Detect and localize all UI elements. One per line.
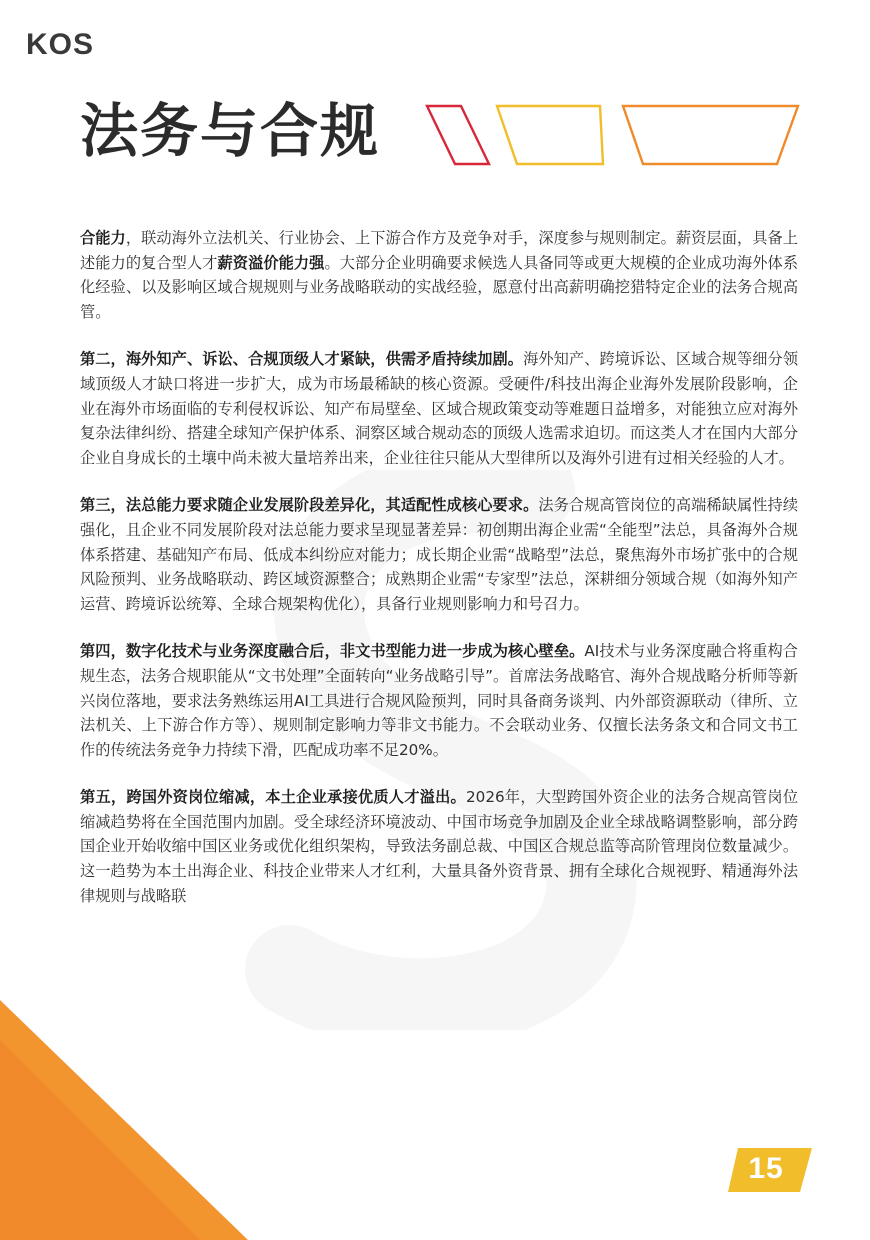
corner-decoration (0, 1000, 250, 1240)
para4-heading: 第四，数字化技术与业务深度融合后，非文书型能力进一步成为核心壁垒。 (80, 642, 585, 661)
page-title: 法务与合规 (80, 97, 381, 165)
para1-bold-2: 薪资溢价能力强 (217, 253, 325, 272)
kos-logo: KOS (26, 28, 95, 61)
para3-heading: 第三，法总能力要求随企业发展阶段差异化，其适配性成核心要求。 (80, 496, 539, 515)
deco-orange-parallelogram (623, 106, 798, 164)
para1-text-1: ，联动海外立法机关、行业协会、上下游合作方及竞争对手，深度参与规则制定。薪资层面，具备上述能力的复合型人才 (80, 229, 799, 272)
paragraph-2 (80, 347, 798, 470)
para2-text: 海外知产、跨境诉讼、区域合规等细分领域顶级人才缺口将进一步扩大，成为市场最稀缺的核心资源。受硬件/科技出海企业海外发展阶段影响，企业在海外市场面临的专利侵权诉讼、知产布局壁垒、区域合规政策变动等难题日益增多，对能独立应对海外复杂法律纠纷、搭建全球知产保护体系、洞察区域合规动态的顶级人选需求迫切。而这类人才在国内大部分企业自身成长的土壤中尚未被大量培养出来，企业往往只能从大型律所以及海外引进有过相关经验的人才。 (80, 350, 799, 467)
title-decoration (425, 104, 800, 166)
paragraph-3 (80, 493, 798, 616)
paragraph-1 (80, 226, 798, 324)
deco-yellow-parallelogram (497, 106, 603, 164)
para1-text-2: 。大部分企业明确要求候选人具备同等或更大规模的企业成功海外体系化经验、以及影响区域合规规则与业务战略联动的实战经验，愿意付出高薪明确挖猎特定企业的法务合规高管。 (80, 253, 799, 321)
deco-red-parallelogram (427, 106, 489, 164)
para3-text: 法务合规高管岗位的高端稀缺属性持续强化，且企业不同发展阶段对法总能力要求呈现显著差异：初创期出海企业需“全能型”法总，具备海外合规体系搭建、基础知产布局、低成本纠纷应对能力；成长期企业需“战略型”法总，聚焦海外市场扩张中的合规风险预判、业务战略联动、跨区域资源整合；成熟期企业需“专家型”法总，深耕细分领域合规（如海外知产运营、跨境诉讼统筹、全球合规架构优化），具备行业规则影响力和号召力。 (80, 496, 799, 613)
page-number: 15 (748, 1152, 784, 1185)
para5-text: 2026年，大型跨国外资企业的法务合规高管岗位缩减趋势将在全国范围内加剧。受全球经济环境波动、中国市场竞争加剧及企业全球战略调整影响，部分跨国企业开始收缩中国区业务或优化组织架构，导致法务副总裁、中国区合规总监等高阶管理岗位数量减少。这一趋势为本土出海企业、科技企业带来人才红利，大量具备外资背景、拥有全球化合规视野、精通海外法律规则与战略联 (80, 788, 799, 905)
para4-text: AI技术与业务深度融合将重构合规生态，法务合规职能从“文书处理”全面转向“业务战略引导”。首席法务战略官、海外合规战略分析师等新兴岗位落地，要求法务熟练运用AI工具进行合规风险预判，同时具备商务谈判、内外部资源联动（律所、立法机关、上下游合作方等）、规则制定影响力等非文书能力。不会联动业务、仅擅长法务条文和合同文书工作的传统法务竞争力持续下滑，匹配成功率不足20%。 (80, 642, 798, 759)
paragraph-5 (80, 785, 798, 908)
para5-heading: 第五，跨国外资岗位缩减，本土企业承接优质人才溢出。 (80, 788, 466, 807)
para2-heading: 第二，海外知产、诉讼、合规顶级人才紧缺，供需矛盾持续加剧。 (80, 350, 524, 369)
body-content (80, 226, 798, 931)
paragraph-4 (80, 639, 798, 762)
para1-bold-1: 合能力 (80, 229, 126, 247)
